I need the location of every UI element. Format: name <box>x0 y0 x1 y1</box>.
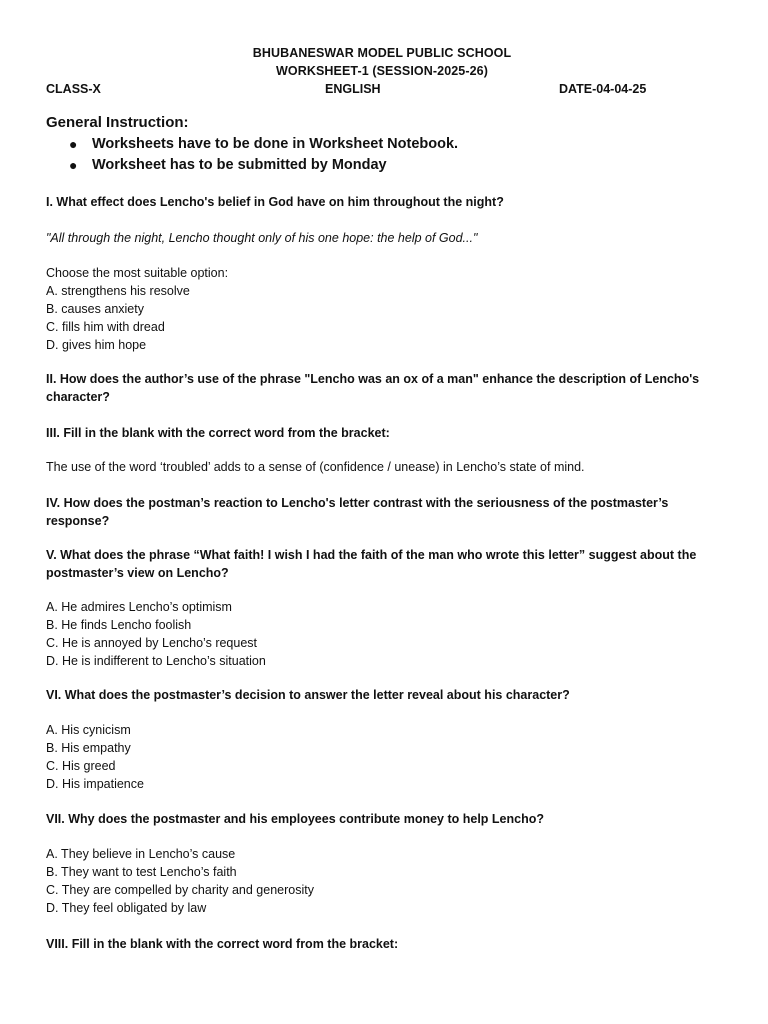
option-d: D. He is indifferent to Lencho’s situation <box>46 654 266 668</box>
bullet-icon: ● <box>69 136 78 152</box>
option-c: C. He is annoyed by Lencho’s request <box>46 636 258 650</box>
question-7: VII. Why does the postmaster and his employees contribute money to help Lencho? <box>46 812 544 826</box>
class-label: CLASS-X <box>46 82 101 96</box>
option-c: C. They are compelled by charity and generosity <box>46 883 314 897</box>
instruction-item <box>46 155 718 176</box>
school-name: BHUBANESWAR MODEL PUBLIC SCHOOL <box>252 46 512 60</box>
option-c: C. fills him with dread <box>46 320 165 334</box>
question-4: IV. How does the postman’s reaction to Lencho's letter contrast with the seriousness of the postmaster’s response? <box>46 496 669 528</box>
question-2: II. How does the author’s use of the phrase "Lencho was an ox of a man" enhance the description of Lencho's character? <box>46 372 700 404</box>
option-b: B. They want to test Lencho’s faith <box>46 865 237 879</box>
option-d: D. His impatience <box>46 777 144 791</box>
instruction-text: Worksheets have to be done in Worksheet Notebook. <box>92 136 459 152</box>
option-d: D. gives him hope <box>46 338 147 352</box>
option-b: B. He finds Lencho foolish <box>46 618 192 632</box>
question-3-text: The use of the word ‘troubled’ adds to a sense of (confidence / unease) in Lencho’s state of mind. <box>46 460 585 474</box>
question-3: III. Fill in the blank with the correct word from the bracket: <box>46 426 390 440</box>
instruction-item <box>46 134 718 155</box>
question-1: I. What effect does Lencho's belief in God have on him throughout the night? <box>46 195 504 209</box>
option-a: A. He admires Lencho’s optimism <box>46 600 232 614</box>
instructions-title: General Instruction: <box>46 114 189 131</box>
worksheet-title: WORKSHEET-1 (SESSION-2025-26) <box>276 64 488 78</box>
option-a: A. His cynicism <box>46 723 131 737</box>
question-6: VI. What does the postmaster’s decision to answer the letter reveal about his character? <box>46 688 570 702</box>
question-8: VIII. Fill in the blank with the correct word from the bracket: <box>46 937 399 951</box>
meta-row <box>46 80 718 98</box>
option-a: A. strengthens his resolve <box>46 284 190 298</box>
instruction-text: Worksheet has to be submitted by Monday <box>92 157 387 173</box>
option-a: A. They believe in Lencho’s cause <box>46 847 236 861</box>
option-c: C. His greed <box>46 759 116 773</box>
subject-label: ENGLISH <box>325 82 381 96</box>
question-1-prompt: Choose the most suitable option: <box>46 266 229 280</box>
bullet-icon: ● <box>69 157 78 173</box>
instructions-list <box>46 134 718 176</box>
date-label: DATE-04-04-25 <box>559 82 647 96</box>
question-1-quote: "All through the night, Lencho thought only of his one hope: the help of God..." <box>46 231 478 245</box>
option-d: D. They feel obligated by law <box>46 901 207 915</box>
option-b: B. His empathy <box>46 741 131 755</box>
question-5: V. What does the phrase “What faith! I wish I had the faith of the man who wrote this letter” suggest about the postmaster’s view on Lencho? <box>46 548 697 580</box>
option-b: B. causes anxiety <box>46 302 144 316</box>
